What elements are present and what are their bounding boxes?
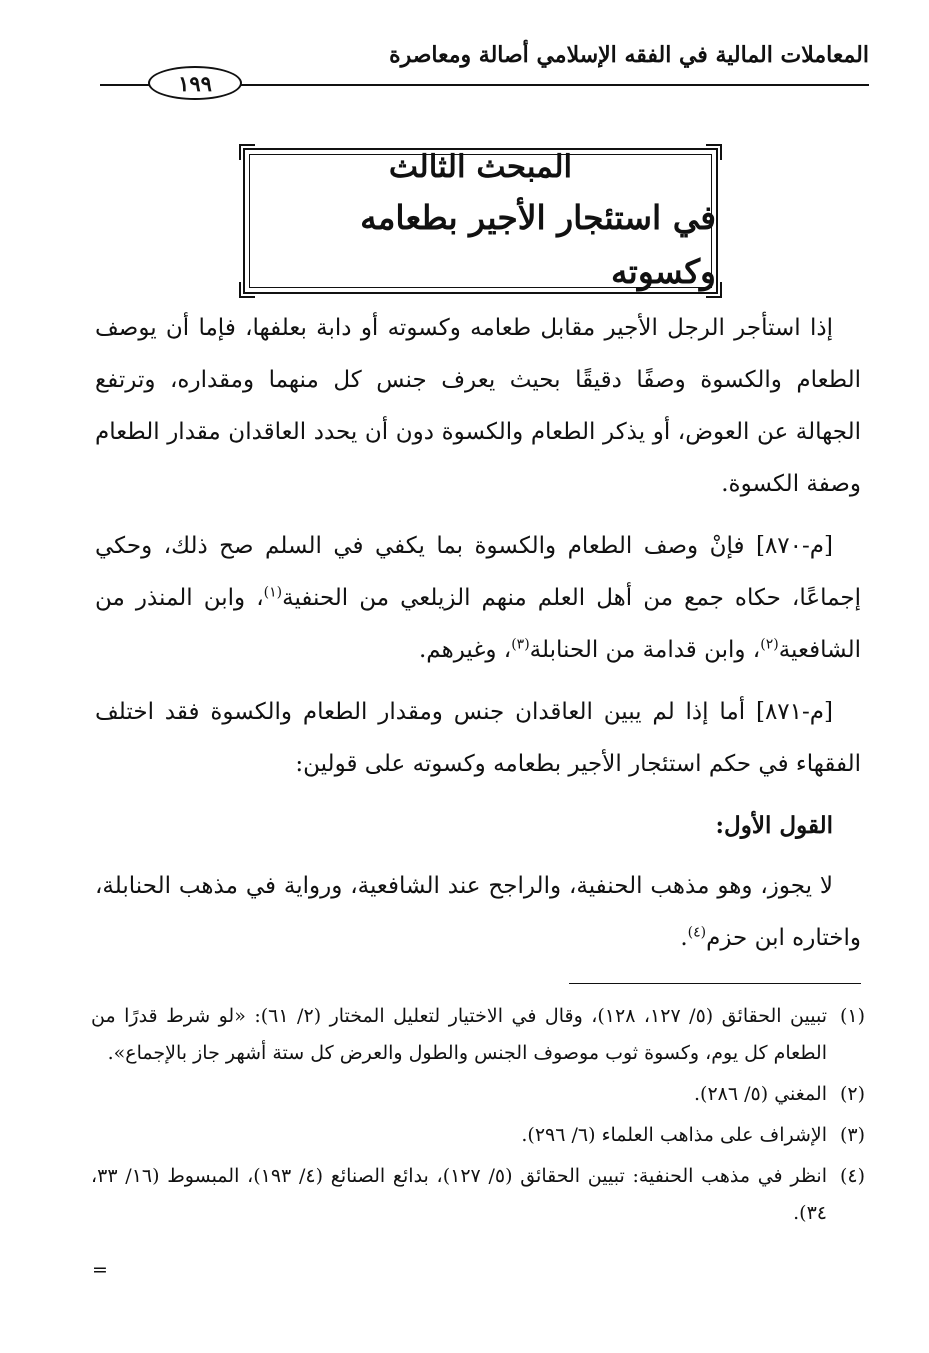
subheading-first-opinion: القول الأول: [715,812,833,839]
paragraph-2-text-b: ، وابن المنذر من الشافعية [95,585,861,663]
footnote-text: المغني (٥/ ٢٨٦). [694,1083,827,1105]
paragraph-1: إذا استأجر الرجل الأجير مقابل طعامه وكسوته أو دابة بعلفها، فإما أن يوصف الطعام والكسوة وصفًا دقيقًا بحيث يعرف جنس كل منهما ومقداره، وترتفع الجهالة عن العوض، أو يذكر الطعام والكسوة دون أن يحدد العاقدان مقدار الطعام وصفة الكسوة. [95,315,861,497]
footnote-text: انظر في مذهب الحنفية: تبيين الحقائق (٥/ ١٢٧)، بدائع الصنائع (٤/ ١٩٣)، المبسوط (١٦/ ٣٣، ٣٤). [91,1165,827,1224]
paragraph-4-text-b: . [680,925,688,951]
footnote-separator [569,983,861,984]
page-number: ١٩٩ [148,66,242,100]
section-title-frame [243,148,718,294]
footnote-number: (١) [839,1005,865,1027]
frame-corner-ornament [706,282,722,298]
footnote-ref-1[interactable]: (١) [263,584,283,601]
frame-corner-ornament [239,144,255,160]
footnote-ref-4[interactable]: (٤) [687,924,707,941]
footnotes [91,998,865,1236]
paragraph-2 [95,520,861,676]
footnote-ref-2[interactable]: (٢) [760,636,779,653]
running-head: المعاملات المالية في الفقه الإسلامي أصالة ومعاصرة [389,42,869,68]
footnote-text: تبيين الحقائق (٥/ ١٢٧، ١٢٨)، وقال في الاختيار لتعليل المختار (٢/ ٦١): «لو شرط قدرًا من الطعام كل يوم، وكسوة ثوب موصوف الجنس والطول والعرض كل ستة أشهر جاز بالإجماع». [91,1005,827,1064]
footnote-2 [91,1076,865,1113]
frame-corner-ornament [239,282,255,298]
footnote-ref-3[interactable]: (٣) [511,636,530,653]
footnote-number: (٣) [839,1124,865,1146]
frame-corner-ornament [706,144,722,160]
footnote-text: الإشراف على مذاهب العلماء (٦/ ٢٩٦). [521,1124,827,1146]
paragraph-2-text-d: ، وغيرهم. [418,637,512,663]
footnote-number: (٤) [839,1165,865,1187]
paragraph-4-text-a: لا يجوز، وهو مذهب الحنفية، والراجح عند الشافعية، ورواية في مذهب الحنابلة، واختاره ابن حزم [95,873,861,951]
section-subtitle: في استئجار الأجير بطعامه وكسوته [360,198,716,291]
main-text [95,302,861,974]
paragraph-3: [م-٨٧١] أما إذا لم يبين العاقدان جنس ومقدار الطعام والكسوة فقد اختلف الفقهاء في حكم استئجار الأجير بطعامه وكسوته على قولين: [95,699,861,777]
paragraph-2-text-a: [م-٨٧٠] فإنْ وصف الطعام والكسوة بما يكفي في السلم صح ذلك، وحكي إجماعًا، حكاه جمع من أهل العلم منهم الزيلعي من الحنفية [95,533,862,611]
footnote-4 [91,1158,865,1232]
footnote-1 [91,998,865,1072]
paragraph-2-text-c: ، وابن قدامة من الحنابلة [529,637,761,663]
paragraph-4 [95,860,861,964]
footnote-number: (٢) [839,1083,865,1105]
footnote-continuation-mark: = [92,1259,108,1281]
section-title: المبحث الثالث [388,149,573,185]
footnote-3 [91,1117,865,1154]
